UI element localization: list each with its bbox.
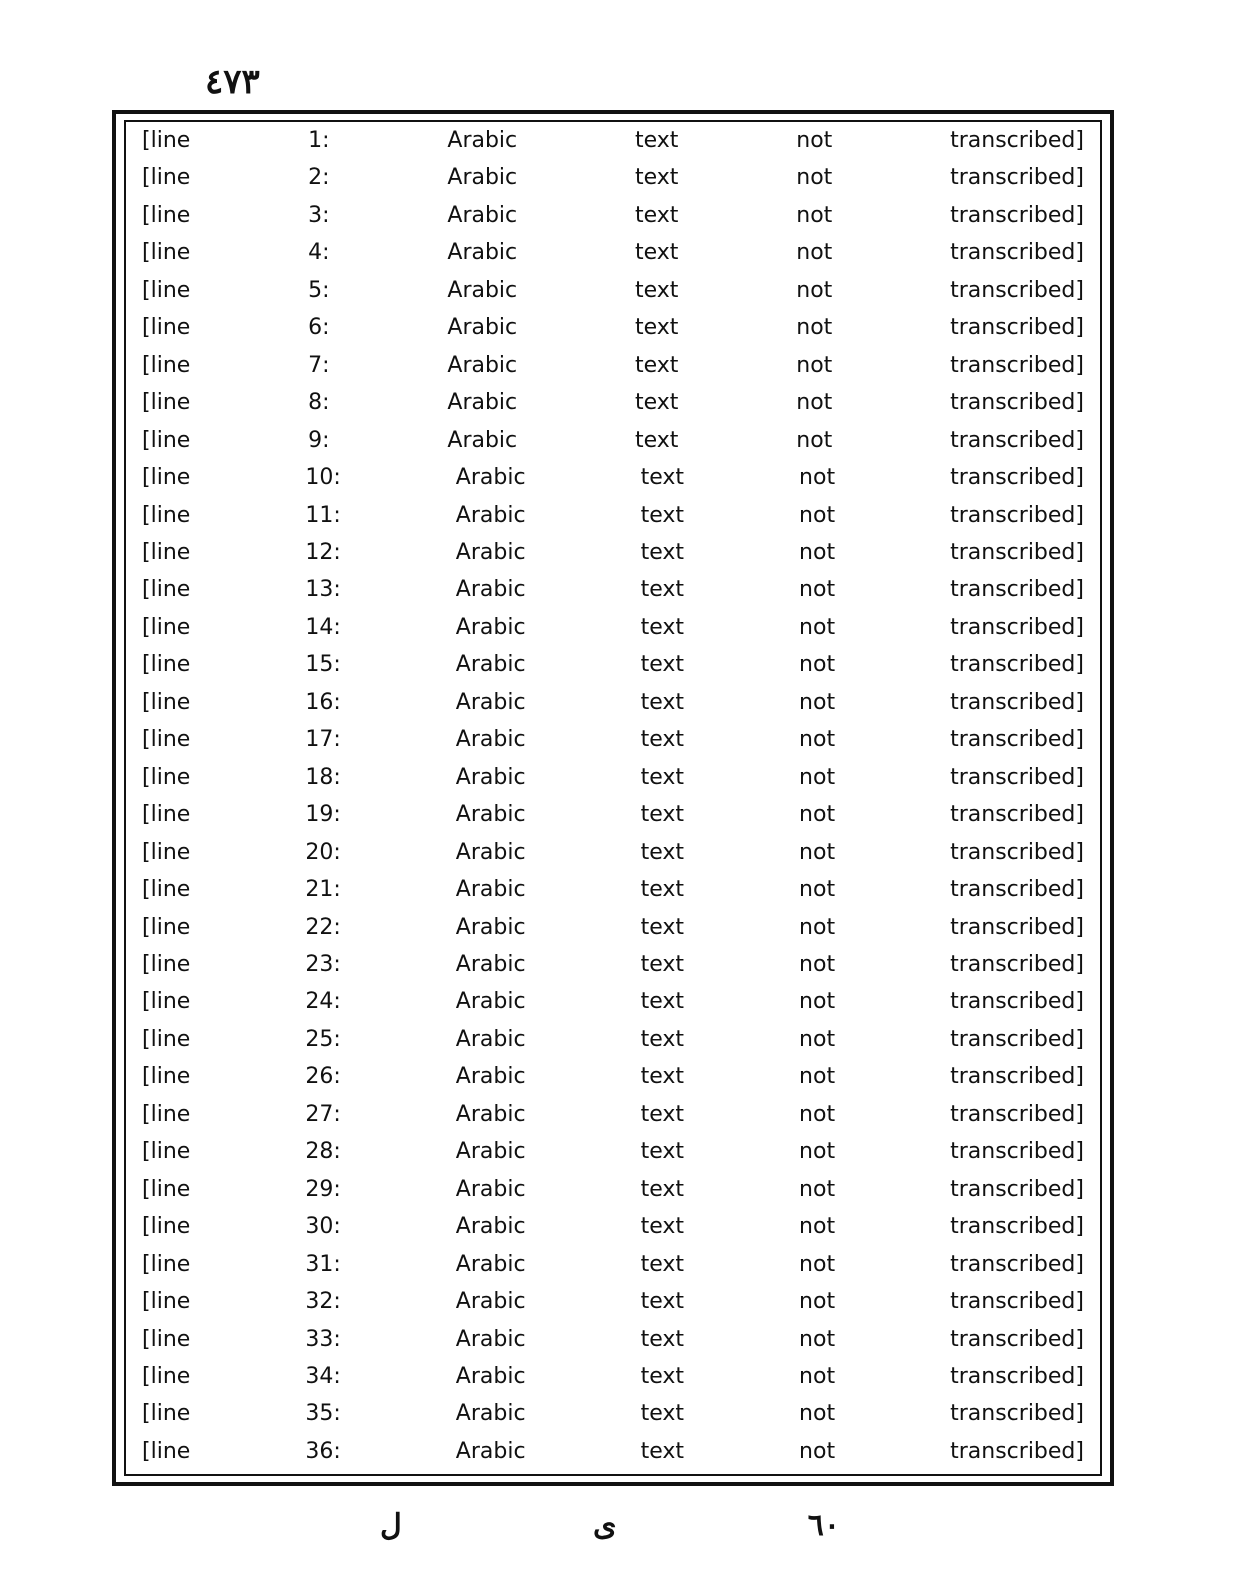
text-line: [line 5: Arabic text not transcribed] (142, 277, 1084, 303)
text-line: [line 14: Arabic text not transcribed] (142, 614, 1084, 640)
text-line: [line 28: Arabic text not transcribed] (142, 1139, 1084, 1165)
text-line: [line 4: Arabic text not transcribed] (142, 240, 1084, 266)
text-body (142, 122, 1084, 1470)
text-line: [line 26: Arabic text not transcribed] (142, 1064, 1084, 1090)
text-line: [line 24: Arabic text not transcribed] (142, 989, 1084, 1015)
text-line: [line 32: Arabic text not transcribed] (142, 1289, 1084, 1315)
text-line: [line 20: Arabic text not transcribed] (142, 839, 1084, 865)
text-line: [line 31: Arabic text not transcribed] (142, 1251, 1084, 1277)
text-line: [line 23: Arabic text not transcribed] (142, 951, 1084, 977)
text-line: [line 13: Arabic text not transcribed] (142, 577, 1084, 603)
text-line: [line 19: Arabic text not transcribed] (142, 802, 1084, 828)
text-line: [line 30: Arabic text not transcribed] (142, 1214, 1084, 1240)
text-line: [line 35: Arabic text not transcribed] (142, 1401, 1084, 1427)
text-line: [line 12: Arabic text not transcribed] (142, 539, 1084, 565)
text-line: [line 22: Arabic text not transcribed] (142, 914, 1084, 940)
text-line: [line 16: Arabic text not transcribed] (142, 689, 1084, 715)
text-line: [line 8: Arabic text not transcribed] (142, 390, 1084, 416)
text-line: [line 9: Arabic text not transcribed] (142, 427, 1084, 453)
text-line: [line 21: Arabic text not transcribed] (142, 877, 1084, 903)
text-line: [line 3: Arabic text not transcribed] (142, 202, 1084, 228)
text-line: [line 17: Arabic text not transcribed] (142, 727, 1084, 753)
text-line: [line 25: Arabic text not transcribed] (142, 1026, 1084, 1052)
text-line: [line 29: Arabic text not transcribed] (142, 1176, 1084, 1202)
text-line: [line 34: Arabic text not transcribed] (142, 1363, 1084, 1389)
signature-left-letter: ل (380, 1508, 402, 1543)
text-line: [line 27: Arabic text not transcribed] (142, 1101, 1084, 1127)
text-line: [line 36: Arabic text not transcribed] (142, 1438, 1084, 1464)
text-line: [line 7: Arabic text not transcribed] (142, 352, 1084, 378)
text-line: [line 10: Arabic text not transcribed] (142, 465, 1084, 491)
text-line: [line 11: Arabic text not transcribed] (142, 502, 1084, 528)
text-line: [line 1: Arabic text not transcribed] (142, 128, 1084, 153)
signature-middle-letter: ى (593, 1508, 617, 1543)
page-number: ٤٧٣ (205, 62, 260, 102)
text-line: [line 33: Arabic text not transcribed] (142, 1326, 1084, 1352)
signature-number: ٦٠ (807, 1508, 840, 1543)
text-line: [line 18: Arabic text not transcribed] (142, 764, 1084, 790)
text-line: [line 6: Arabic text not transcribed] (142, 315, 1084, 341)
text-line: [line 2: Arabic text not transcribed] (142, 165, 1084, 191)
printer-signature (380, 1508, 840, 1543)
text-line: [line 15: Arabic text not transcribed] (142, 652, 1084, 678)
